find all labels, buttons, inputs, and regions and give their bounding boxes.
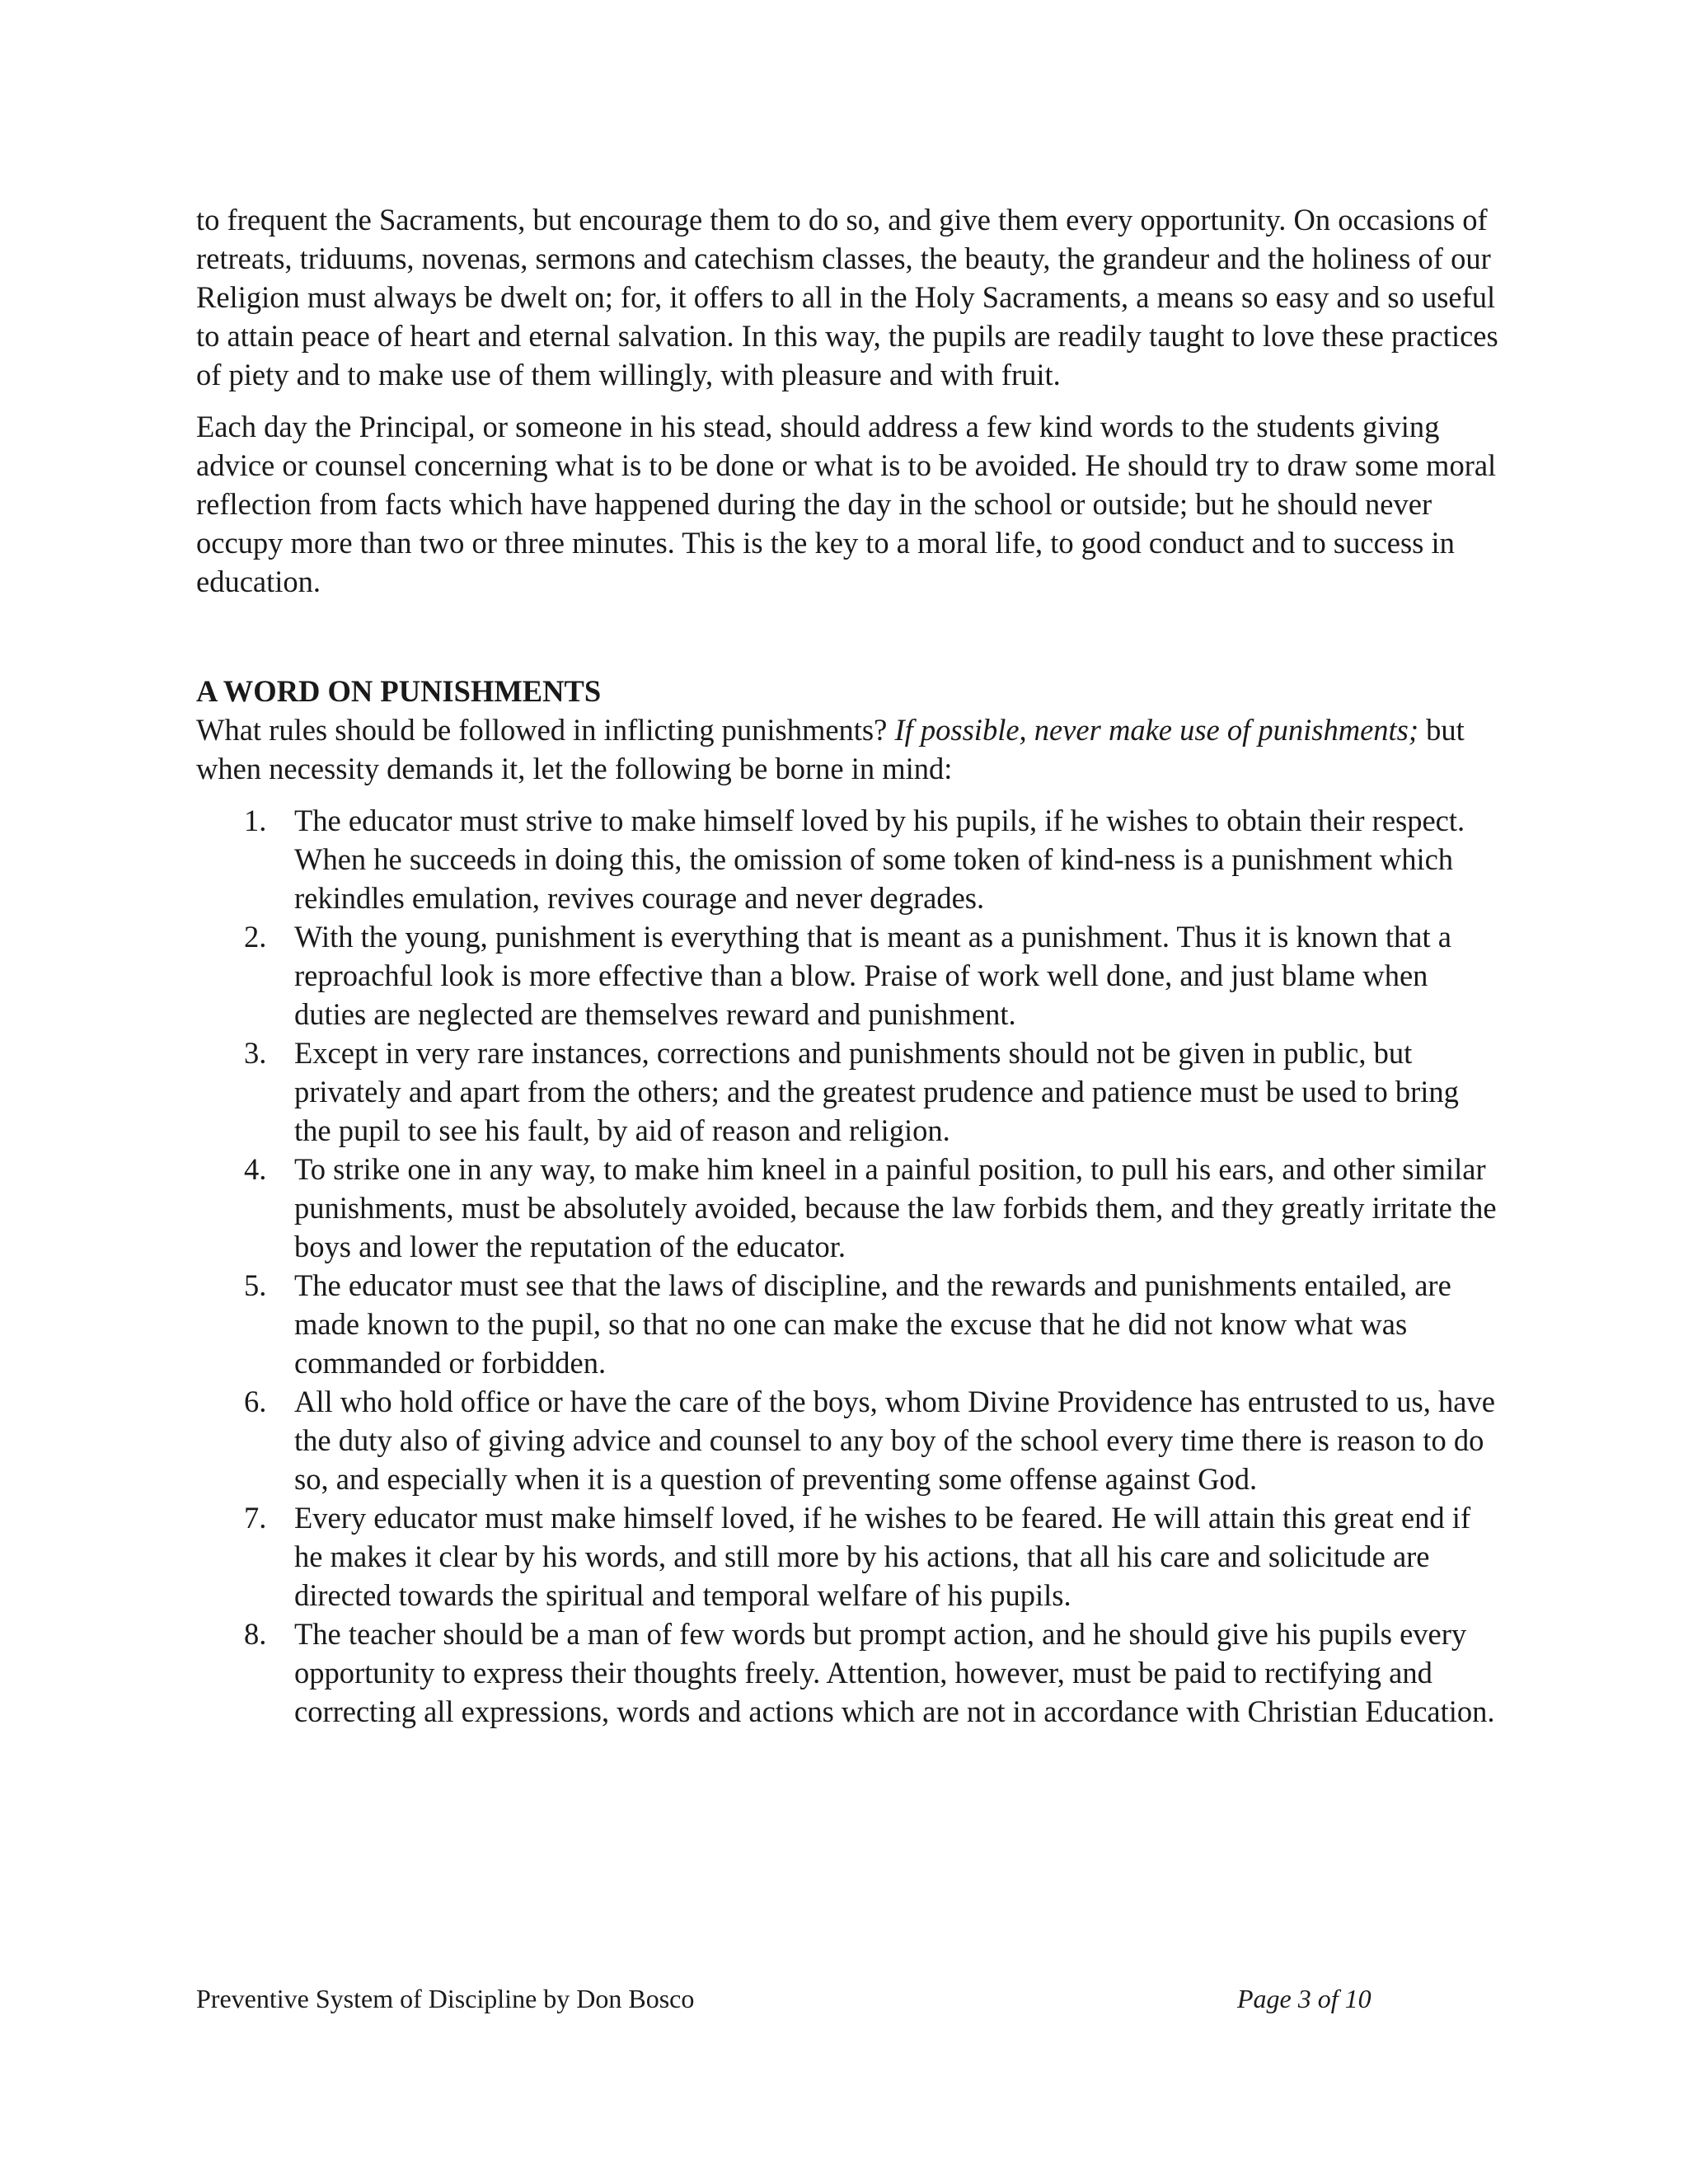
footer-title: Preventive System of Discipline by Don Bosco [196,1984,695,2013]
list-item-text: With the young, punishment is everything that is meant as a punishment. Thus it is known that a reproachful look is more effective than a blow. Praise of work well done, and just blame when duties are neglected are themselves reward and punishment. [294,920,1451,1031]
list-item-text: The educator must see that the laws of discipline, and the rewards and punishments entailed, are made known to the pupil, so that no one can make the excuse that he did not know what was commanded or forbidden. [294,1268,1451,1380]
list-item-number: 7. [244,1501,267,1535]
list-item-number: 5. [244,1268,267,1302]
list-item [196,1615,1498,1731]
list-item-text: Except in very rare instances, corrections and punishments should not be given in public, but privately and apart from the others; and the greatest prudence and patience must be used to bring the pupil to see his fault, by aid of reason and religion. [294,1036,1459,1147]
list-item [196,801,1498,917]
list-item-text: All who hold office or have the care of the boys, whom Divine Providence has entrusted to us, have the duty also of giving advice and counsel to any boy of the school every time there is reason to do so, and especially when it is a question of preventing some offense against God. [294,1385,1495,1496]
list-item-text: The educator must strive to make himself loved by his pupils, if he wishes to obtain their respect. When he succeeds in doing this, the omission of some token of kind-ness is a punishment which rekindles emulation, revives courage and never degrades. [294,804,1465,915]
list-item-number: 4. [244,1152,267,1186]
list-item-number: 8. [244,1617,267,1651]
list-item [196,1498,1498,1615]
section-intro-plain: What rules should be followed in inflicting punishments? [196,713,895,747]
list-item [196,917,1498,1033]
page-number: Page 3 of 10 [1237,1984,1372,2013]
list-item-text: To strike one in any way, to make him kneel in a painful position, to pull his ears, and other similar punishments, must be absolutely avoided, because the law forbids them, and they greatly irritate the boys and lower the reputation of the educator. [294,1152,1497,1263]
list-item-text: Every educator must make himself loved, if he wishes to be feared. He will attain this great end if he makes it clear by his words, and still more by his actions, that all his care and solicitude are directed towards the spiritual and temporal welfare of his pupils. [294,1501,1471,1612]
list-item-number: 2. [244,920,267,954]
list-item-number: 1. [244,804,267,837]
punishment-rules-list [196,801,1498,1731]
list-item [196,1033,1498,1150]
intro-paragraph: to frequent the Sacraments, but encourage them to do so, and give them every opportunity. On occasions of retreats, triduums, novenas, sermons and catechism classes, the beauty, the grandeur and the holiness of our Religion must always be dwelt on; for, it offers to all in the Holy Sacraments, a means so easy and so useful to attain peace of heart and eternal salvation. In this way, the pupils are readily taught to love these practices of piety and to make use of them willingly, with pleasure and with fruit. [196,203,1498,391]
section-intro [196,710,1498,788]
list-item [196,1266,1498,1382]
section-intro-italic: If possible, never make use of punishments; [894,713,1419,747]
list-item-text: The teacher should be a man of few words but prompt action, and he should give his pupils every opportunity to express their thoughts freely. Attention, however, must be paid to rectifying and correcting all expressions, words and actions which are not in accordance with Christian Education. [294,1617,1495,1728]
list-item-number: 6. [244,1385,267,1418]
list-item [196,1382,1498,1498]
principal-paragraph: Each day the Principal, or someone in his stead, should address a few kind words to the students giving advice or counsel concerning what is to be done or what is to be avoided. He should try to draw some moral reflection from facts which have happened during the day in the school or outside; but he should never occupy more than two or three minutes. This is the key to a moral life, to good conduct and to success in education. [196,410,1497,598]
list-item [196,1150,1498,1266]
page-body [196,200,1498,1731]
section-heading: A WORD ON PUNISHMENTS [196,674,602,708]
list-item-number: 3. [244,1036,267,1070]
section-intro-rest: but when necessity demands it, let the following be borne in mind: [196,713,1465,785]
